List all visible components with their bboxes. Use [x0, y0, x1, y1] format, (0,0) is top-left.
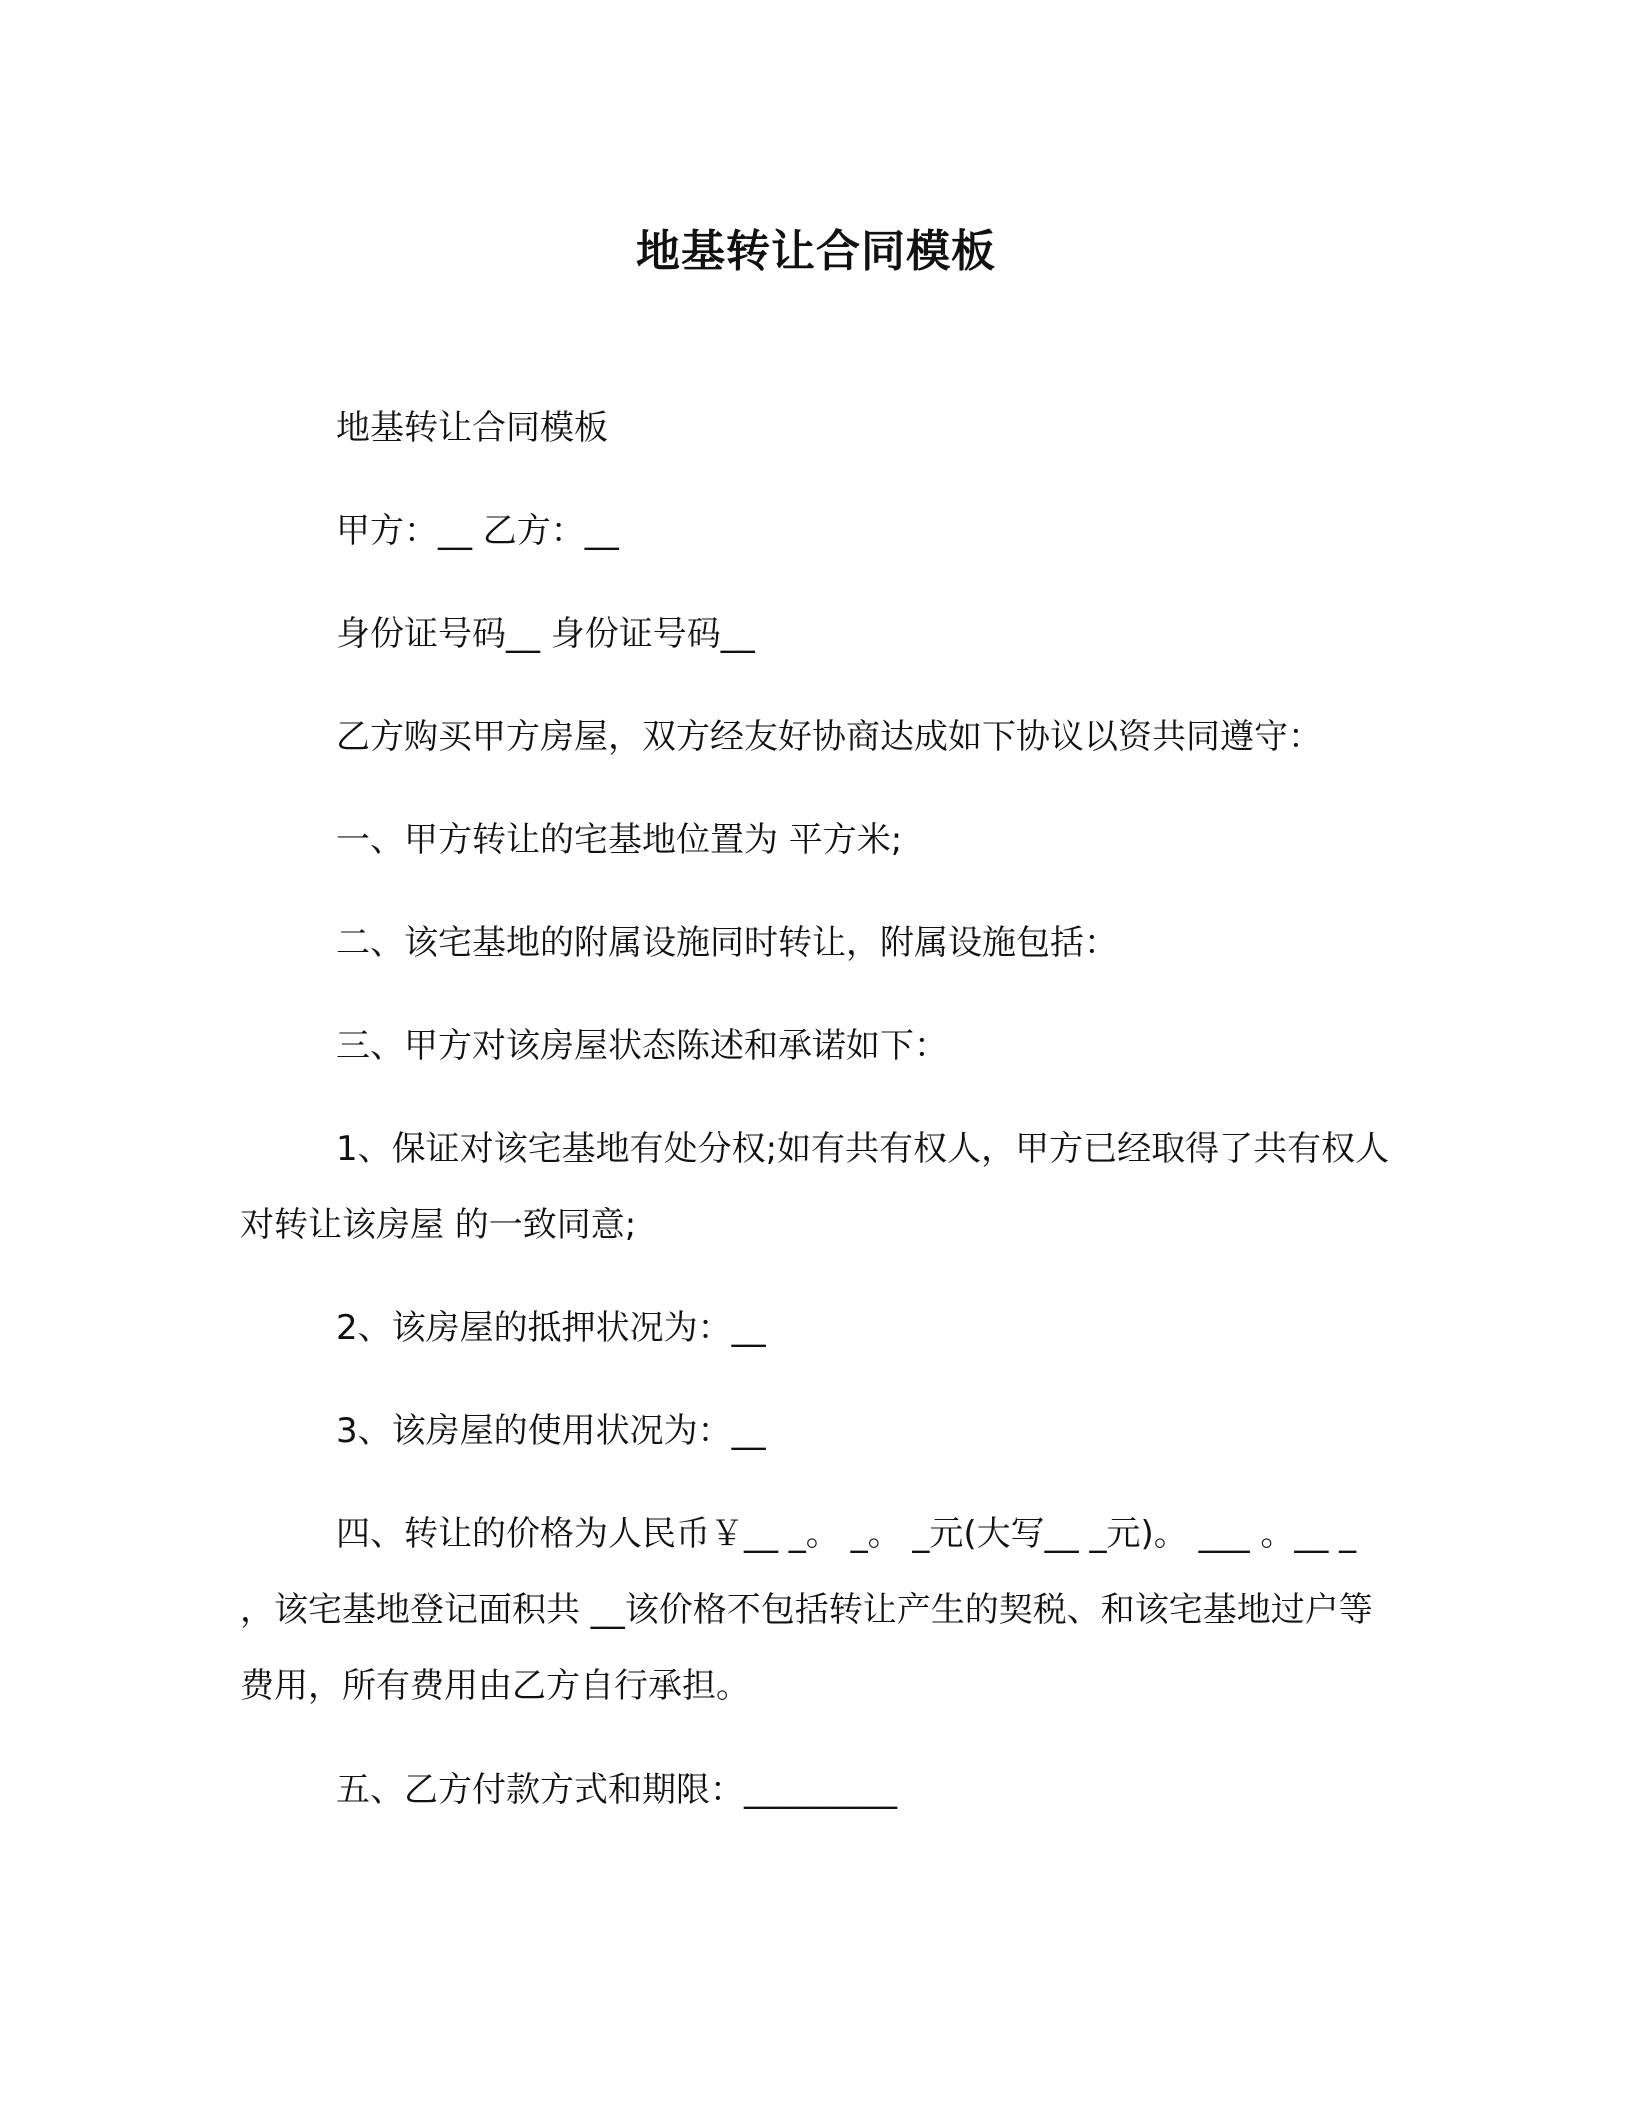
paragraph-clause-3: 三、甲方对该房屋状态陈述和承诺如下： — [336, 1026, 948, 1066]
paragraph-clause-1: 一、甲方转让的宅基地位置为 平方米; — [336, 820, 903, 860]
paragraph-clause-3-item-3: 3、该房屋的使用状况为：__ — [336, 1411, 766, 1451]
paragraph-clause-5: 五、乙方付款方式和期限：_________ — [336, 1770, 897, 1810]
paragraph-clause-3-item-1: 1、保证对该宅基地有处分权;如有共有权人，甲方已经取得了共有权人对转让该房屋 的一致同意; — [240, 1129, 1390, 1245]
paragraph-id-numbers: 身份证号码__ 身份证号码__ — [336, 614, 755, 654]
paragraph-clause-2: 二、该宅基地的附属设施同时转让，附属设施包括： — [336, 923, 1118, 963]
paragraph-clause-3-item-2: 2、该房屋的抵押状况为：__ — [336, 1308, 766, 1348]
paragraph-preamble: 乙方购买甲方房屋，双方经友好协商达成如下协议以资共同遵守： — [336, 717, 1322, 757]
paragraph-clause-4: 四、转让的价格为人民币￥__ _。 _。 _元(大写__ _元)。 ___ 。__ _ ，该宅基地登记面积共 __该价格不包括转让产生的契税、和该宅基地过户等费用，所有费用由乙方自行承担。 — [240, 1514, 1373, 1706]
paragraph-parties: 甲方：__ 乙方：__ — [336, 511, 619, 551]
document-title: 地基转让合同模板 — [636, 226, 996, 277]
paragraph-heading: 地基转让合同模板 — [336, 408, 608, 448]
